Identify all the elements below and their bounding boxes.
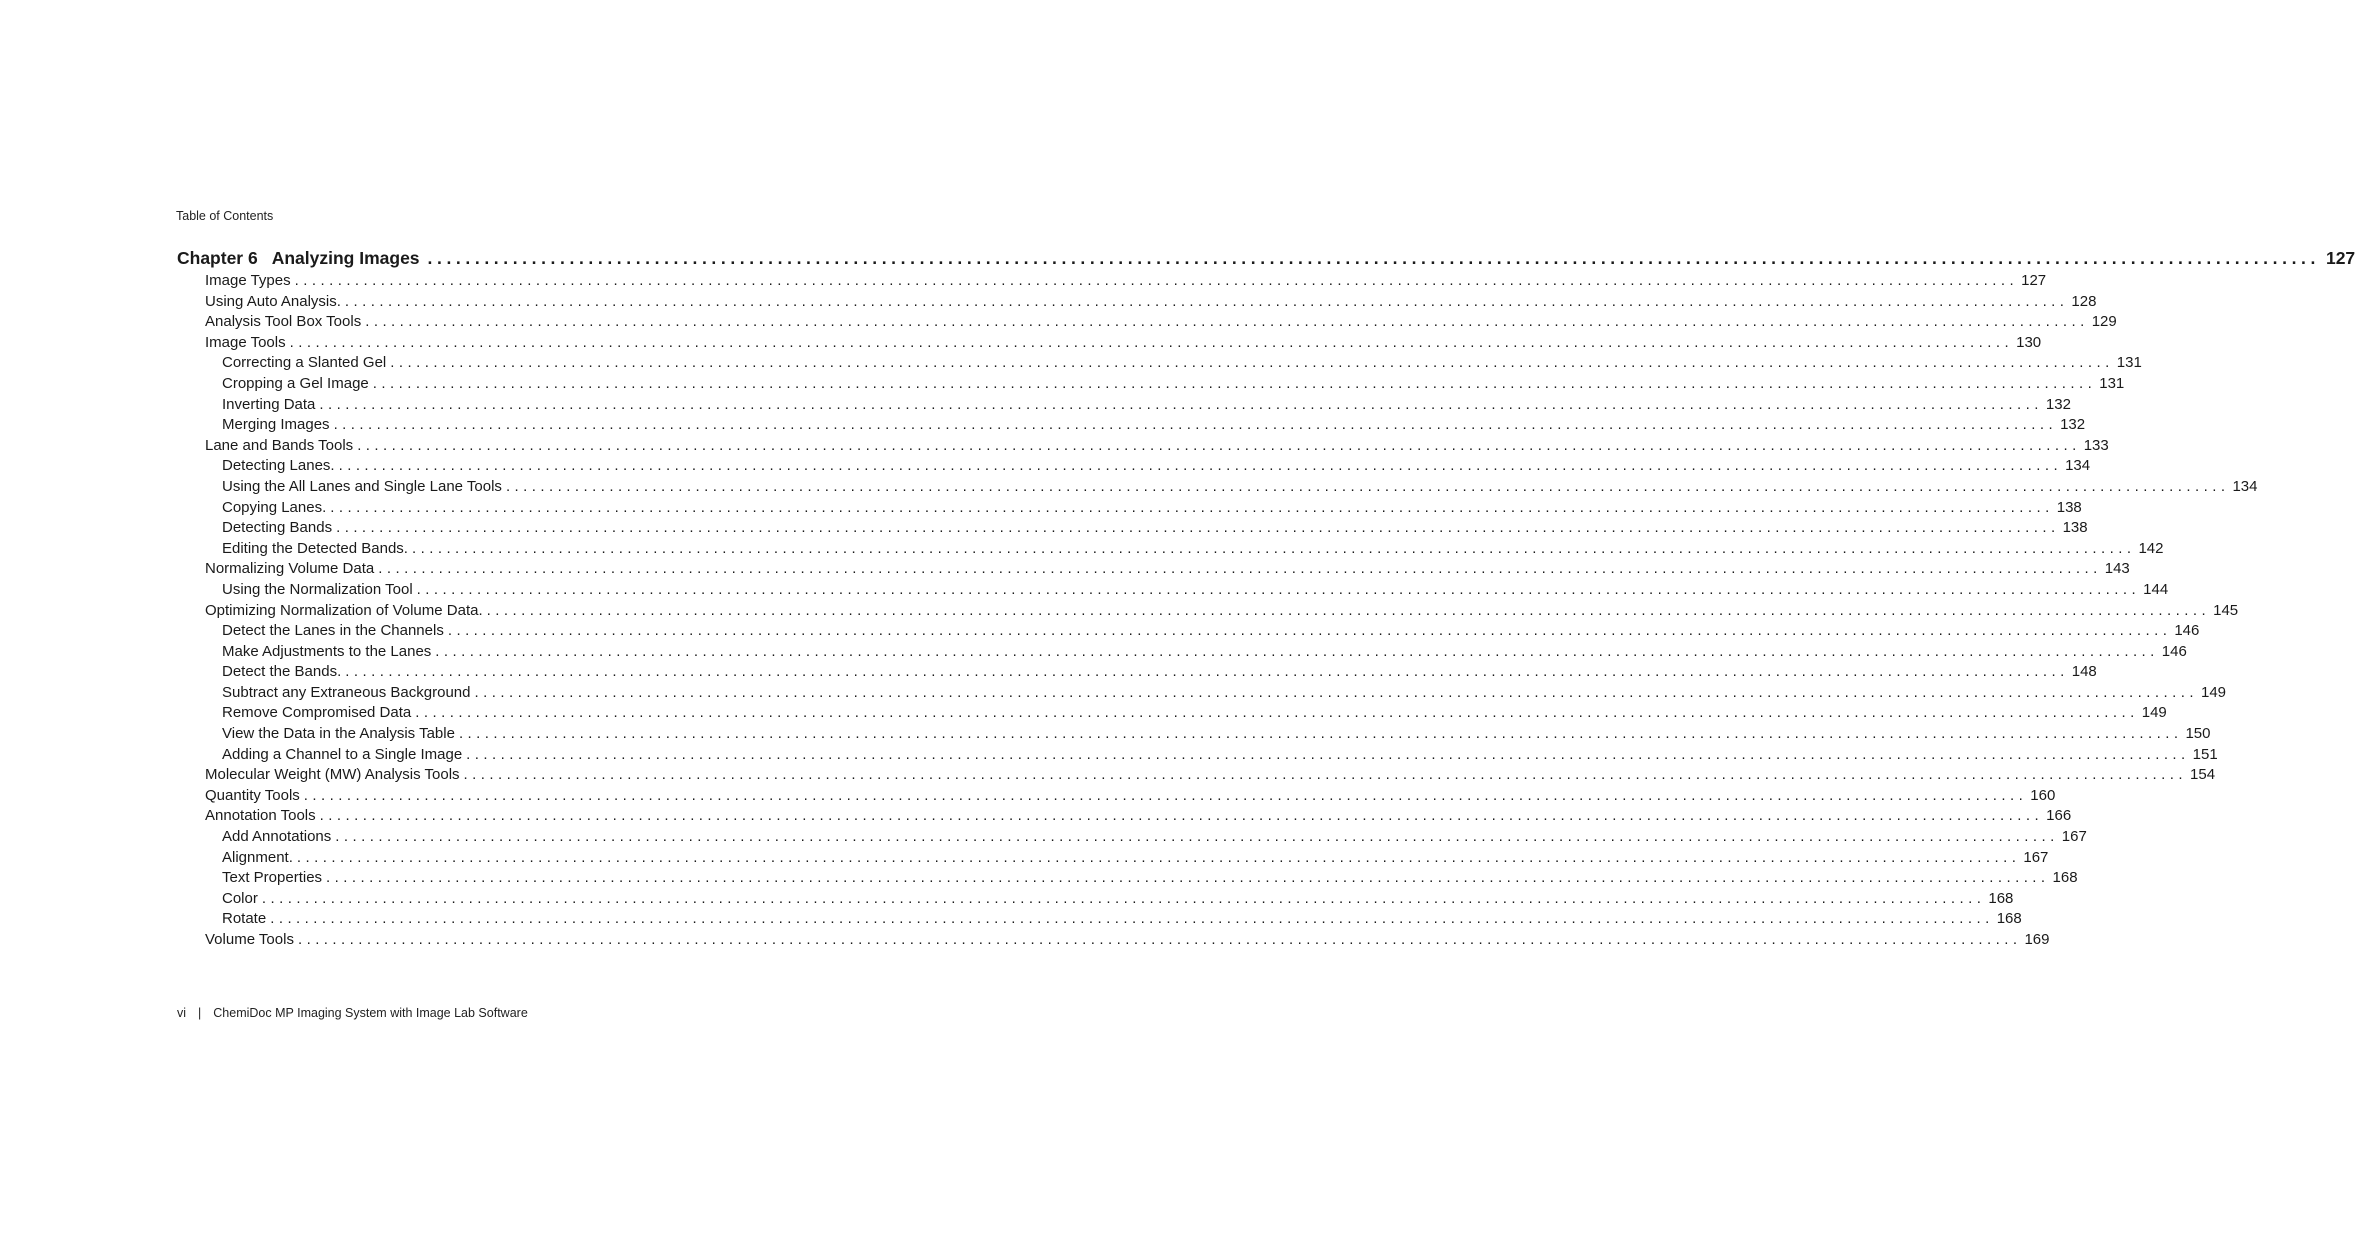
toc-entry-page: 166 [2046,807,2072,825]
toc-entry-title: Subtract any Extraneous Background [222,683,471,701]
toc-entry-title: View the Data in the Analysis Table [222,725,455,743]
toc-entry-title: Add Annotations [222,828,332,846]
dot-leader: ........................................................................................................................................................................................................ [372,374,2097,392]
toc-entry-page: 142 [2138,539,2164,557]
toc-entry[interactable] [177,353,2142,374]
toc-entry[interactable] [177,868,2078,889]
toc-entry-title: Analysis Tool Box Tools [205,313,362,331]
toc-entry-title: Make Adjustments to the Lanes [222,642,432,660]
running-header: Table of Contents [176,209,274,223]
toc-entry-title: Remove Compromised Data [222,704,412,722]
toc-entry-title: Lane and Bands Tools [205,436,354,454]
toc-entry-page: 131 [2099,374,2125,392]
dot-leader: ........................................................................................................................................................................................................ [270,910,1994,928]
toc-entry[interactable] [177,848,2049,869]
dot-leader: ........................................................................................................................................................................................................ [294,272,2019,289]
dot-leader: ........................................................................................................................................................................................................ [338,457,2063,475]
toc-entry[interactable] [177,374,2125,395]
toc-entry[interactable] [177,930,2050,951]
toc-entry[interactable] [177,724,2211,745]
chapter-title: Analyzing Images [271,248,420,268]
chapter-page: 127 [2325,248,2355,268]
toc-entry-title: Volume Tools [205,931,294,948]
toc-entry[interactable] [177,580,2169,601]
chapter-number: Chapter 6 [177,248,258,268]
toc-entry[interactable] [177,642,2187,663]
toc-entry[interactable] [177,539,2164,560]
toc-entry-page: 149 [2141,704,2167,722]
dot-leader: ........................................................................................................................................................................................................ [261,889,1986,907]
toc-entry-page: 129 [2091,313,2117,331]
toc-entry[interactable] [177,498,2082,519]
toc-entry[interactable] [177,683,2227,704]
toc-entry-title: Editing the Detected Bands. [222,539,408,557]
toc-entry[interactable] [177,292,2097,313]
dot-leader: ........................................................................................................................................................................................................ [378,560,2102,578]
toc-entry[interactable] [177,703,2167,724]
toc-entry[interactable] [177,559,2130,580]
toc-entry[interactable] [177,271,2047,292]
toc-entry-title: Correcting a Slanted Gel [222,354,387,372]
dot-leader: ........................................................................................................................................................................................................ [365,313,2089,331]
dot-leader: ........................................................................................................................................................................................................ [319,807,2044,825]
toc-entry[interactable] [177,662,2097,683]
dot-leader: ........................................................................................................................................................................................................ [390,354,2114,372]
toc-entry-page: 168 [2052,869,2078,887]
footer-book-title: ChemiDoc MP Imaging System with Image Lab Software [213,1006,528,1020]
toc-entry-page: 134 [2232,477,2258,495]
toc-entry-title: Merging Images [222,416,330,434]
dot-leader: ........................................................................................................................................................................................................ [466,745,2190,763]
toc-entry-title: Normalizing Volume Data [205,560,375,578]
toc-entry-page: 167 [2061,828,2087,846]
toc-entry-title: Image Tools [205,333,286,351]
dot-leader: ........................................................................................................................................................................................................ [427,248,2320,268]
dot-leader: ........................................................................................................................................................................................................ [335,828,2059,846]
toc-entry-page: 128 [2071,292,2097,310]
toc-entry-title: Using the All Lanes and Single Lane Tools [222,477,502,495]
toc-entry-title: Using the Normalization Tool [222,580,413,598]
toc-entry-page: 145 [2213,601,2239,619]
dot-leader: ........................................................................................................................................................................................................ [330,498,2054,516]
toc-entry-page: 134 [2065,457,2091,475]
toc-entry[interactable] [177,827,2087,848]
table-of-contents [177,246,2355,951]
toc-entry[interactable] [177,806,2072,827]
toc-entry-page: 132 [2045,395,2071,413]
toc-entry-page: 131 [2116,354,2142,372]
toc-entry-title: Molecular Weight (MW) Analysis Tools [205,766,460,784]
toc-entry[interactable] [177,745,2218,766]
toc-entry-page: 148 [2071,663,2097,681]
dot-leader: ........................................................................................................................................................................................................ [319,395,2043,413]
chapter-heading[interactable] [177,246,2355,270]
toc-entry-title: Color [222,889,258,907]
dot-leader: ........................................................................................................................................................................................................ [344,292,2069,310]
toc-entry[interactable] [177,621,2200,642]
toc-entry-title: Copying Lanes. [222,498,327,516]
dot-leader: ........................................................................................................................................................................................................ [336,519,2060,537]
toc-entry-page: 151 [2192,745,2218,763]
dot-leader: ........................................................................................................................................................................................................ [411,539,2136,557]
footer-page-number: vi [177,1006,187,1020]
toc-entry-page: 146 [2161,642,2187,660]
dot-leader: ........................................................................................................................................................................................................ [416,580,2141,598]
toc-entry-page: 143 [2104,560,2130,578]
dot-leader: ........................................................................................................................................................................................................ [435,642,2159,660]
dot-leader: ........................................................................................................................................................................................................ [463,766,2188,784]
toc-entry[interactable] [177,909,2022,930]
dot-leader: ........................................................................................................................................................................................................ [486,601,2211,619]
toc-entry[interactable] [177,765,2216,786]
toc-entry-page: 168 [1996,910,2022,928]
toc-entry[interactable] [177,601,2239,622]
toc-entry-page: 138 [2056,498,2082,516]
toc-entry-page: 133 [2083,436,2109,454]
toc-entry-page: 132 [2060,416,2086,434]
dot-leader: ........................................................................................................................................................................................................ [303,786,2028,804]
toc-entry-page: 160 [2030,786,2056,804]
dot-leader: ........................................................................................................................................................................................................ [289,333,2014,351]
toc-entry-page: 167 [2023,848,2049,866]
toc-entry[interactable] [177,889,2014,910]
toc-entry[interactable] [177,333,2042,354]
toc-entry-title: Rotate [222,910,267,928]
toc-entry-title: Adding a Channel to a Single Image [222,745,463,763]
toc-entry-page: 138 [2062,519,2088,537]
toc-entry[interactable] [177,456,2091,477]
dot-leader: ........................................................................................................................................................................................................ [326,869,2050,887]
toc-entries [177,271,2258,951]
dot-leader: ........................................................................................................................................................................................................ [357,436,2081,454]
toc-entry-page: 146 [2174,622,2200,640]
toc-entry-title: Detecting Bands [222,519,333,537]
toc-entry-title: Alignment. [222,848,293,866]
dot-leader: ........................................................................................................................................................................................................ [415,704,2139,722]
toc-entry-page: 130 [2016,333,2042,351]
toc-entry-title: Optimizing Normalization of Volume Data. [205,601,483,619]
toc-entry-title: Quantity Tools [205,786,300,804]
toc-entry-title: Annotation Tools [205,807,316,825]
toc-entry-page: 168 [1988,889,2014,907]
dot-leader: ........................................................................................................................................................................................................ [345,663,2069,681]
toc-entry-page: 149 [2200,683,2227,701]
toc-entry[interactable] [177,415,2086,436]
toc-entry-title: Detect the Bands. [222,663,342,681]
footer-separator: | [198,1006,202,1020]
dot-leader: ........................................................................................................................................................................................................ [333,416,2058,434]
toc-entry-page: 154 [2190,766,2216,784]
dot-leader: ........................................................................................................................................................................................................ [505,477,2230,495]
dot-leader: ........................................................................................................................................................................................................ [297,931,2022,948]
toc-entry-title: Detect the Lanes in the Channels [222,622,444,640]
toc-entry-title: Text Properties [222,869,323,887]
toc-entry-title: Detecting Lanes. [222,457,335,475]
toc-entry[interactable] [177,477,2258,498]
dot-leader: ........................................................................................................................................................................................................ [447,622,2172,640]
toc-entry-title: Cropping a Gel Image [222,374,369,392]
toc-entry-page: 150 [2185,725,2211,743]
toc-entry-page: 127 [2021,272,2047,289]
toc-entry-page: 144 [2143,580,2169,598]
dot-leader: ........................................................................................................................................................................................................ [458,725,2183,743]
toc-entry-title: Inverting Data [222,395,316,413]
toc-entry-title: Image Types [205,272,291,289]
toc-entry[interactable] [177,312,2117,333]
page-footer [177,1006,528,1021]
toc-entry[interactable] [177,518,2088,539]
dot-leader: ........................................................................................................................................................................................................ [474,683,2198,701]
toc-entry[interactable] [177,786,2056,807]
toc-entry[interactable] [177,395,2071,416]
toc-entry-page: 169 [2024,931,2050,948]
toc-entry-title: Using Auto Analysis. [205,292,341,310]
dot-leader: ........................................................................................................................................................................................................ [296,848,2021,866]
toc-entry[interactable] [177,436,2109,457]
